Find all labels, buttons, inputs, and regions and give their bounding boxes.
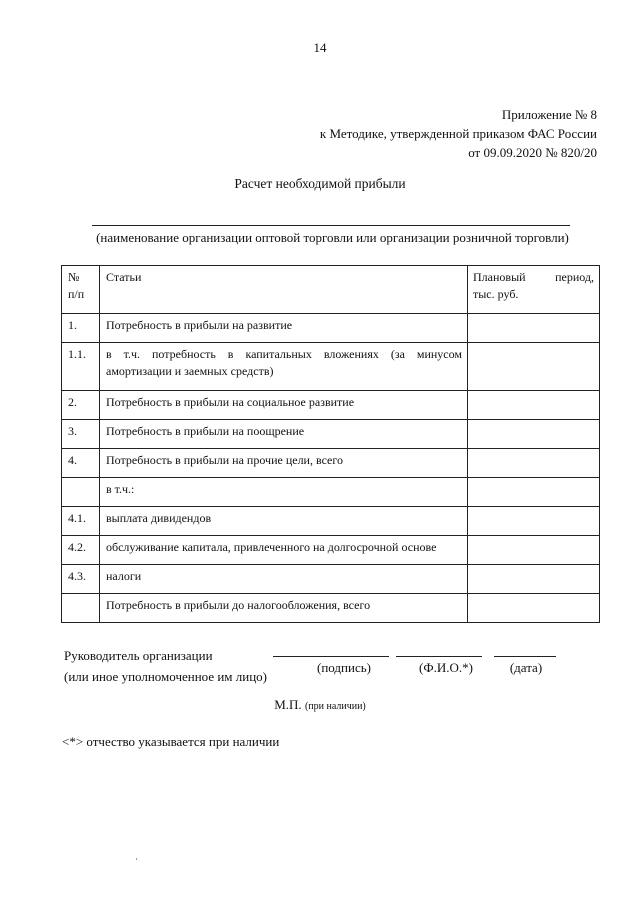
stamp-note: (при наличии) xyxy=(304,701,366,712)
row-value-cell[interactable] xyxy=(468,594,600,623)
scan-speck xyxy=(136,858,137,860)
table-header-row xyxy=(62,266,600,314)
header-period-line2: тыс. руб. xyxy=(473,287,519,301)
table-row xyxy=(62,565,600,594)
row-name: налоги xyxy=(100,565,468,594)
row-value-cell[interactable] xyxy=(468,391,600,420)
appendix-line-1: Приложение № 8 xyxy=(501,107,597,122)
row-number xyxy=(62,594,100,623)
table-row xyxy=(62,536,600,565)
row-number: 1. xyxy=(62,314,100,343)
row-value-cell[interactable] xyxy=(468,449,600,478)
row-name: Потребность в прибыли на социальное развитие xyxy=(100,391,468,420)
row-name: Потребность в прибыли на развитие xyxy=(100,314,468,343)
table-row xyxy=(62,449,600,478)
row-name: Потребность в прибыли до налогообложения, всего xyxy=(100,594,468,623)
table-row xyxy=(62,391,600,420)
row-value-cell[interactable] xyxy=(468,314,600,343)
signatory-block xyxy=(64,645,267,687)
row-number xyxy=(62,478,100,507)
footnote: <*> отчество указывается при наличии xyxy=(62,734,280,749)
header-items-cell: Статьи xyxy=(100,266,468,314)
row-number: 3. xyxy=(62,420,100,449)
document-title: Расчет необходимой прибыли xyxy=(234,176,406,191)
date-caption: (дата) xyxy=(509,660,543,675)
row-name: Потребность в прибыли на прочие цели, всего xyxy=(100,449,468,478)
table-row xyxy=(62,343,600,391)
signatory-line-2: (или иное уполномоченное им лицо) xyxy=(64,669,268,684)
date-line xyxy=(494,656,556,657)
row-value-cell[interactable] xyxy=(468,343,600,391)
row-name-line1: в т.ч. потребность в капитальных вложениях (за минусом xyxy=(106,347,462,361)
row-name: Потребность в прибыли на поощрение xyxy=(100,420,468,449)
row-number: 4.3. xyxy=(62,565,100,594)
row-number: 4. xyxy=(62,449,100,478)
header-period-line1: Плановый период, xyxy=(473,270,594,284)
header-number-line2: п/п xyxy=(68,287,85,301)
row-number: 4.2. xyxy=(62,536,100,565)
row-value-cell[interactable] xyxy=(468,536,600,565)
table-row xyxy=(62,478,600,507)
stamp-place xyxy=(0,697,640,713)
fio-line xyxy=(396,656,482,657)
row-number: 2. xyxy=(62,391,100,420)
appendix-line-2: к Методике, утвержденной приказом ФАС России xyxy=(319,126,597,141)
row-name xyxy=(100,343,468,391)
signature-caption: (подпись) xyxy=(317,660,371,675)
appendix-line-3: от 09.09.2020 № 820/20 xyxy=(468,145,597,160)
stamp-label: М.П. xyxy=(274,697,302,712)
table-row xyxy=(62,594,600,623)
signatory-line-1: Руководитель организации xyxy=(64,648,213,663)
row-name-line2: амортизации и заемных средств) xyxy=(106,364,274,378)
row-value-cell[interactable] xyxy=(468,420,600,449)
fio-caption: (Ф.И.О.*) xyxy=(419,660,473,675)
organization-name-line xyxy=(92,225,570,226)
row-value-cell[interactable] xyxy=(468,507,600,536)
row-name: в т.ч.: xyxy=(100,478,468,507)
table-row xyxy=(62,420,600,449)
profit-table xyxy=(61,265,600,623)
row-value-cell[interactable] xyxy=(468,478,600,507)
signature-line xyxy=(273,656,389,657)
row-name: выплата дивидендов xyxy=(100,507,468,536)
row-number: 4.1. xyxy=(62,507,100,536)
row-number: 1.1. xyxy=(62,343,100,391)
header-period-cell xyxy=(468,266,600,314)
table-row xyxy=(62,314,600,343)
header-number-line1: № xyxy=(68,270,80,284)
row-value-cell[interactable] xyxy=(468,565,600,594)
page-number: 14 xyxy=(313,40,327,55)
organization-caption: (наименование организации оптовой торговли или организации розничной торговли) xyxy=(96,230,569,245)
header-number-cell xyxy=(62,266,100,314)
appendix-header xyxy=(320,105,597,162)
table-row xyxy=(62,507,600,536)
row-name: обслуживание капитала, привлеченного на долгосрочной основе xyxy=(100,536,468,565)
